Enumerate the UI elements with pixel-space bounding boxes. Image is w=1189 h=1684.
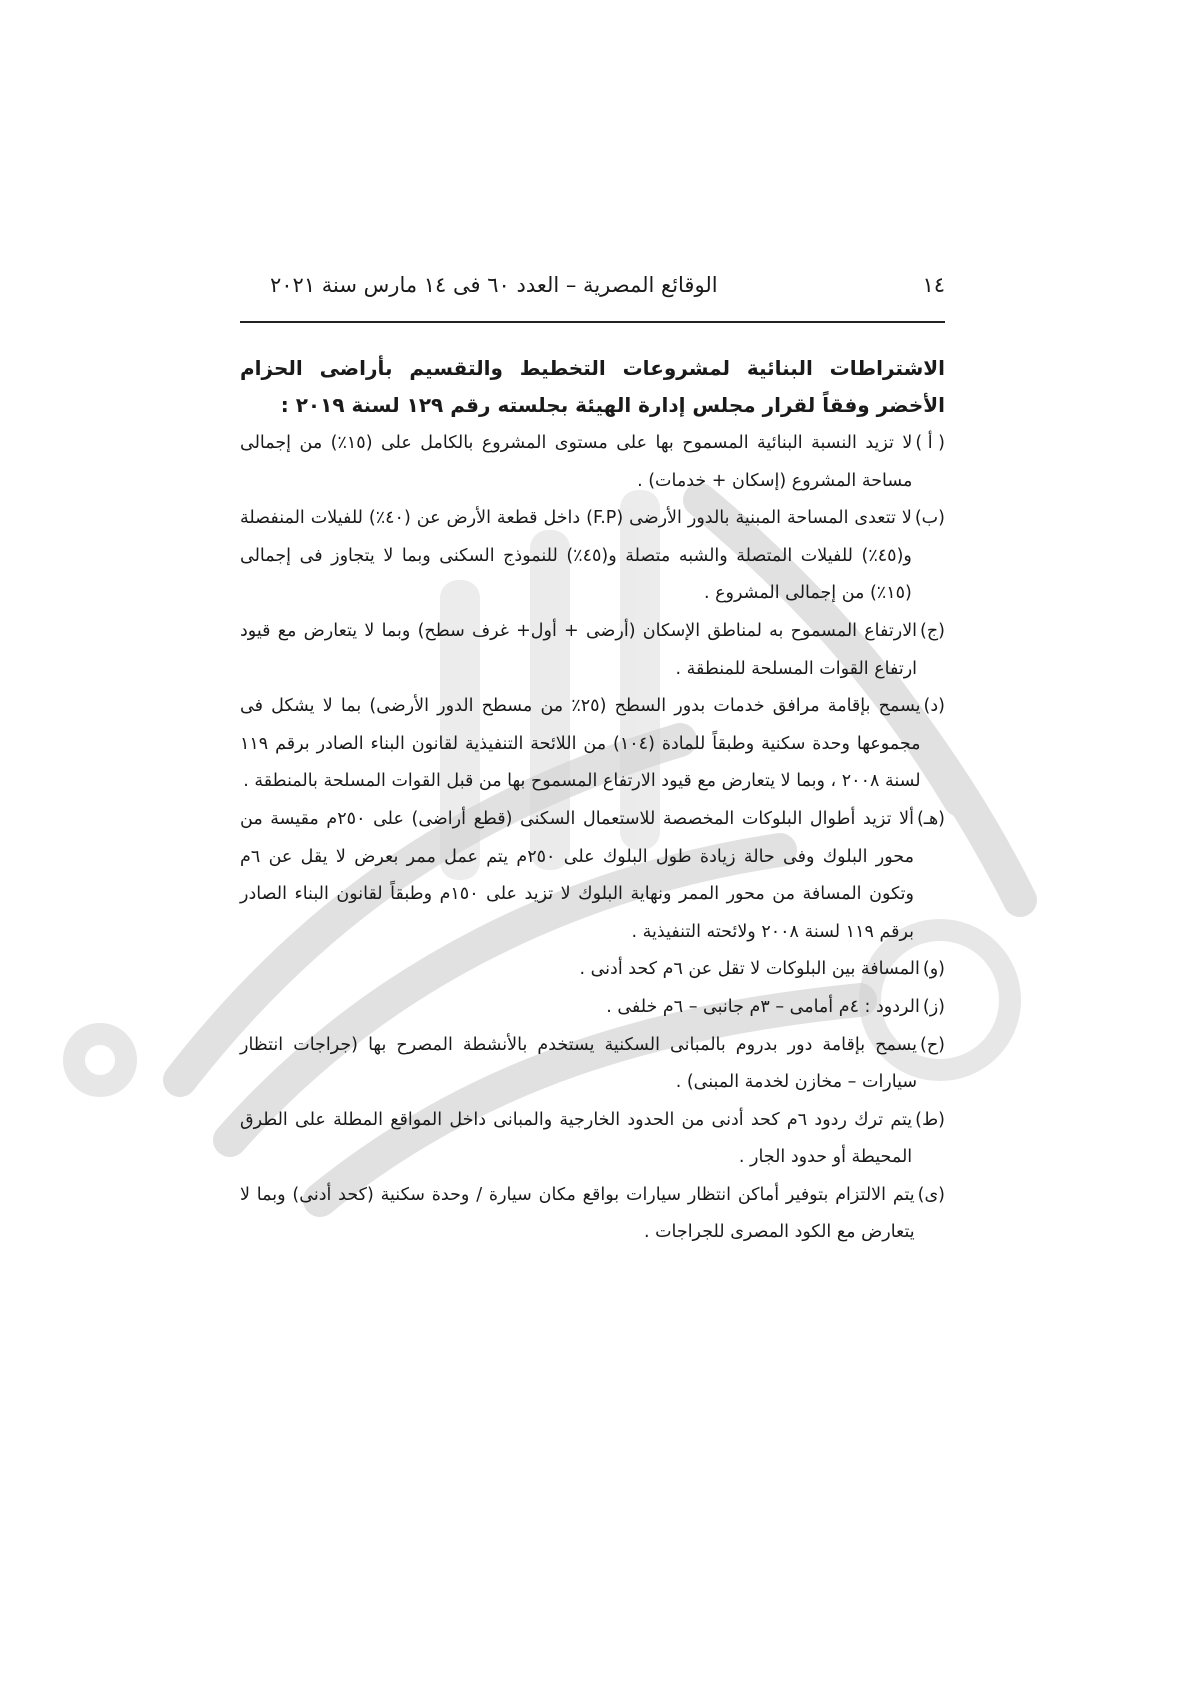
page-header: [240, 273, 945, 309]
list-item: [240, 613, 945, 688]
item-text: الردود : ٤م أمامى – ٣م جانبى – ٦م خلفى .: [606, 996, 920, 1017]
list-item: [240, 688, 945, 801]
item-text: يتم الالتزام بتوفير أماكن انتظار سيارات بواقع مكان سيارة / وحدة سكنية (كحد أدنى) وبما لا يتعارض مع الكود المصرى للجراجات .: [240, 1184, 915, 1243]
item-text: لا تزيد النسبة البنائية المسموح بها على مستوى المشروع بالكامل على (١٥٪) من إجمالى مساحة المشروع (إسكان + خدمات) .: [240, 433, 913, 491]
item-marker: (ج): [920, 620, 945, 641]
list-item: [240, 425, 945, 500]
list-item: [240, 500, 945, 613]
section-heading: الاشتراطات البنائية لمشروعات التخطيط والتقسيم بأراضى الحزام الأخضر وفقاً لقرار مجلس إدارة الهيئة بجلسته رقم ١٢٩ لسنة ٢٠١٩ :: [240, 356, 945, 417]
item-text: ألا تزيد أطوال البلوكات المخصصة للاستعمال السكنى (قطع أراضى) على ٢٥٠م مقيسة من محور البلوك وفى حالة زيادة طول البلوك على ٢٥٠م يتم عمل ممر بعرض لا يقل عن ٦م وتكون المسافة من محور الممر ونهاية البلوك لا تزيد على ١٥٠م وطبقاً لقانون البناء الصادر برقم ١١٩ لسنة ٢٠٠٨ ولائحته التنفيذية .: [240, 808, 914, 942]
item-text: الارتفاع المسموح به لمناطق الإسكان (أرضى + أول+ غرف سطح) وبما لا يتعارض مع قيود ارتفاع القوات المسلحة للمنطقة .: [240, 620, 918, 679]
item-marker: (هـ): [916, 808, 945, 829]
conditions-list: [240, 425, 945, 1252]
item-marker: (ح): [920, 1034, 945, 1055]
list-item: [240, 1177, 945, 1252]
item-marker: (ز): [922, 996, 945, 1017]
item-text: المسافة بين البلوكات لا تقل عن ٦م كحد أدنى .: [579, 959, 920, 980]
header-divider: [240, 321, 945, 323]
item-marker: (د): [923, 696, 945, 717]
item-marker: ( أ ): [915, 433, 945, 453]
item-marker: (ط): [915, 1109, 945, 1130]
item-marker: (ى): [917, 1184, 945, 1205]
gazette-issue-title: الوقائع المصرية – العدد ٦٠ فى ١٤ مارس سنة ٢٠٢١: [270, 273, 718, 297]
list-item: [240, 801, 945, 951]
item-text: يتم ترك ردود ٦م كحد أدنى من الحدود الخارجية والمبانى داخل المواقع المطلة على الطرق المحيطة أو حدود الجار .: [240, 1109, 913, 1168]
item-marker: (و): [922, 959, 945, 980]
page-number: ١٤: [922, 273, 945, 297]
list-item: [240, 951, 945, 989]
list-item: [240, 989, 945, 1027]
item-text: لا تتعدى المساحة المبنية بالدور الأرضى (F.P) داخل قطعة الأرض عن (٤٠٪) للفيلات المنفصلة و(٤٥٪) للفيلات المتصلة والشبه متصلة و(٤٥٪) للنموذج السكنى وبما لا يتجاوز فى إجمالى (١٥٪) من إجمالى المشروع .: [240, 508, 912, 604]
item-text: يسمح بإقامة دور بدروم بالمبانى السكنية يستخدم بالأنشطة المصرح بها (جراجات انتظار سيارات – مخازن لخدمة المبنى) .: [240, 1034, 918, 1093]
item-text: يسمح بإقامة مرافق خدمات بدور السطح (٢٥٪ من مسطح الدور الأرضى) بما لا يشكل فى مجموعها وحدة سكنية وطبقاً للمادة (١٠٤) من اللائحة التنفيذية لقانون البناء الصادر برقم ١١٩ لسنة ٢٠٠٨ ، وبما لا يتعارض مع قيود الارتفاع المسموح بها من قبل القوات المسلحة بالمنطقة .: [240, 696, 921, 792]
list-item: [240, 1027, 945, 1102]
item-marker: (ب): [914, 508, 945, 529]
list-item: [240, 1102, 945, 1177]
